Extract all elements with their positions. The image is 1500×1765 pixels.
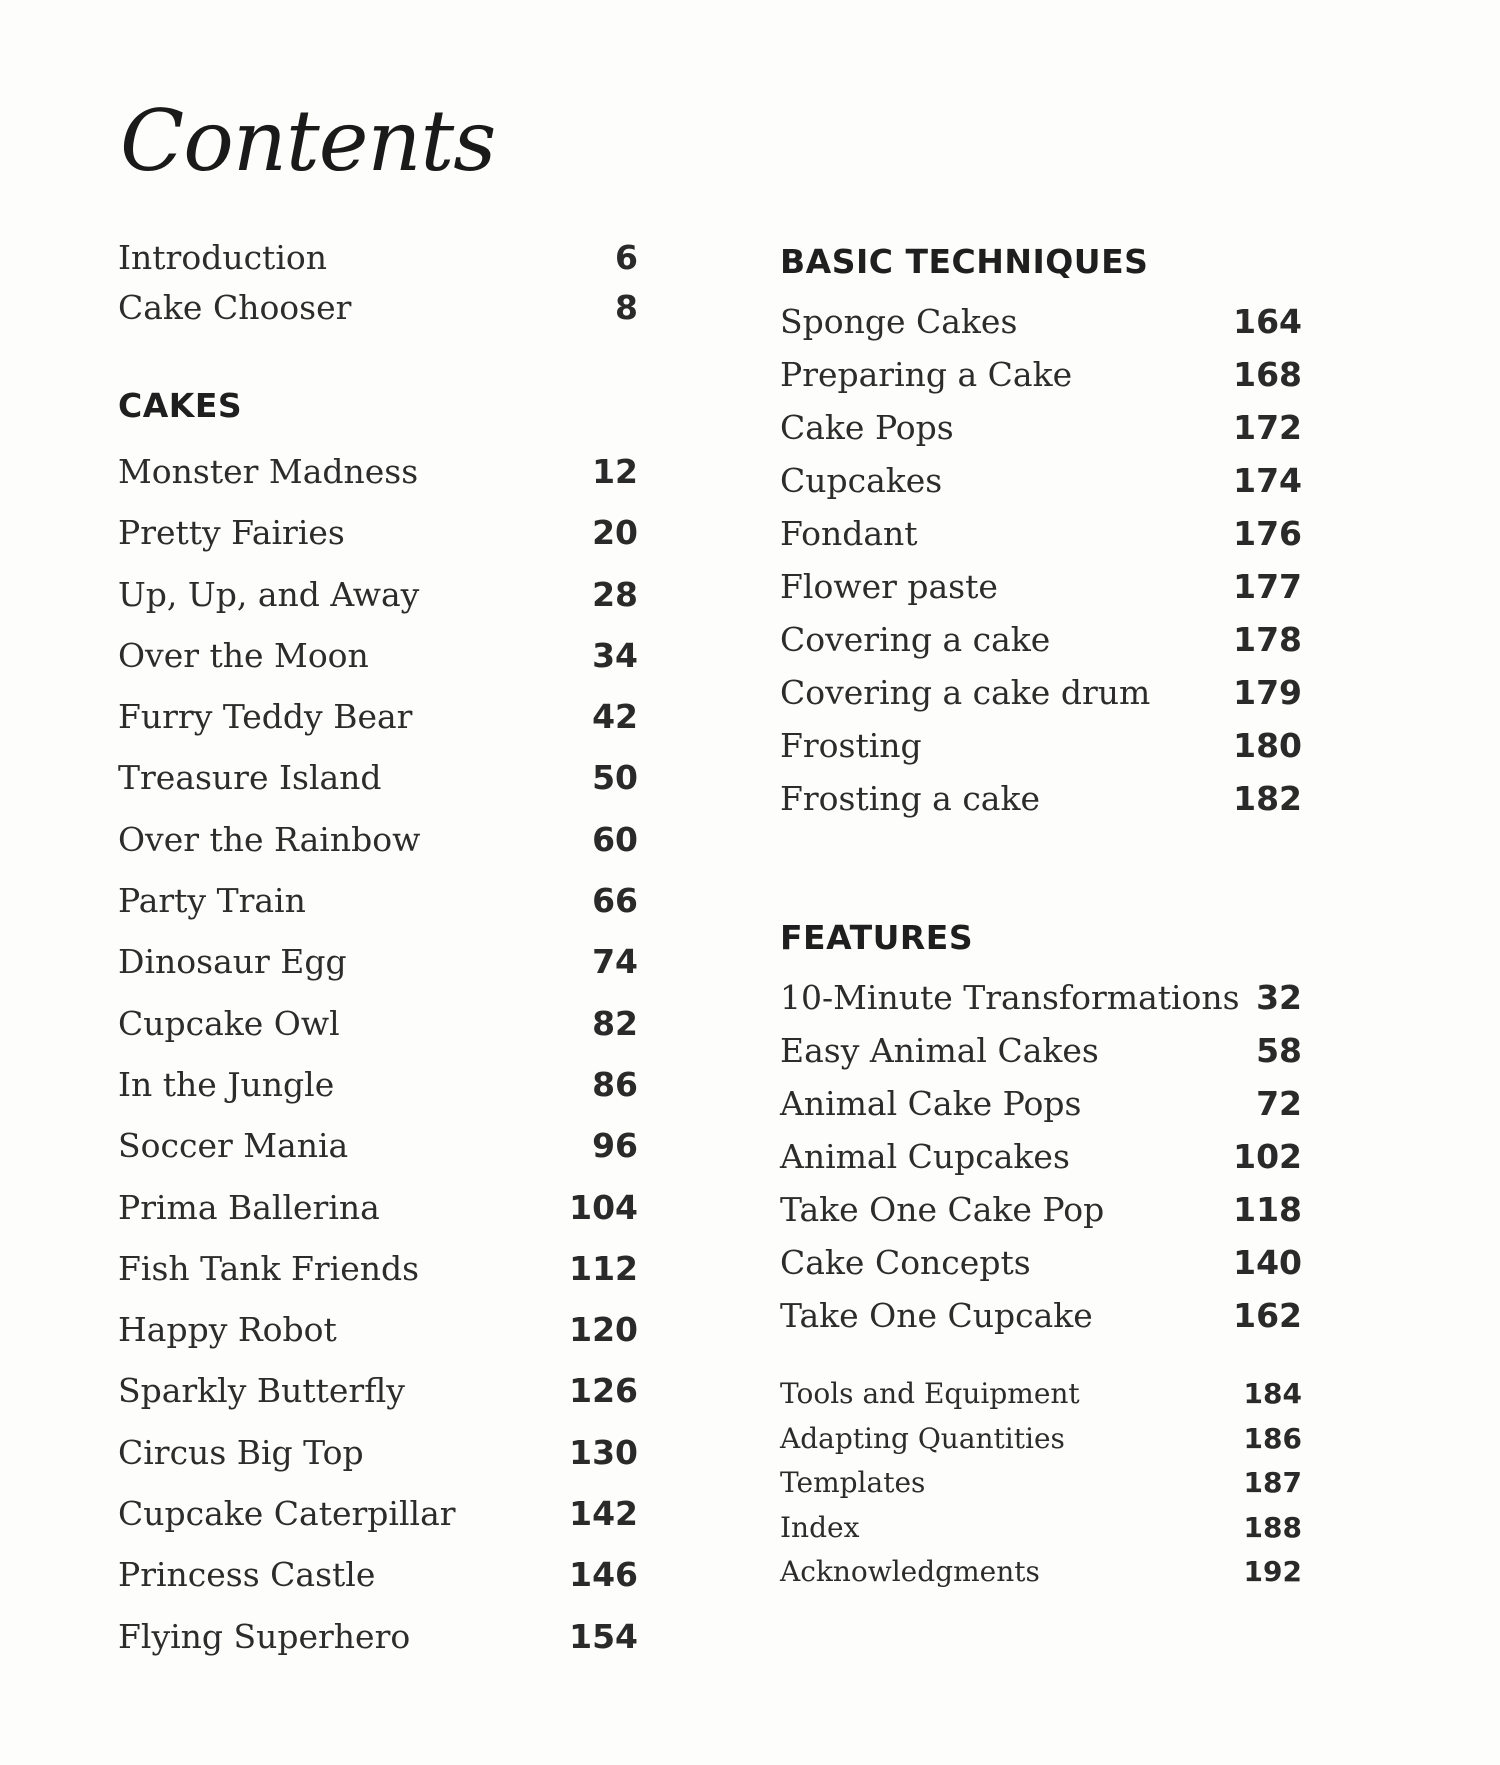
toc-entry-title: Cupcakes	[780, 461, 943, 500]
toc-entry[interactable]	[118, 288, 638, 338]
toc-entry[interactable]	[780, 567, 1302, 620]
toc-entry-page: 140	[1233, 1243, 1302, 1282]
toc-entry-page: 20	[592, 513, 638, 553]
toc-entry[interactable]	[118, 1433, 638, 1494]
toc-entry-title: Tools and Equipment	[780, 1377, 1080, 1410]
toc-entry[interactable]	[780, 1031, 1302, 1084]
toc-entry-title: Party Train	[118, 881, 306, 921]
toc-entry-page: 8	[615, 288, 638, 327]
toc-entry-page: 118	[1233, 1190, 1302, 1229]
toc-entry-title: Monster Madness	[118, 452, 419, 491]
toc-entry-page: 12	[592, 452, 638, 491]
toc-entry-page: 86	[592, 1064, 638, 1104]
toc-entry-title: Flying Superhero	[118, 1616, 411, 1656]
basic-techniques-list	[780, 302, 1302, 832]
toc-entry[interactable]	[780, 673, 1302, 726]
toc-entry-title: Covering a cake drum	[780, 673, 1151, 712]
toc-entry-title: Over the Rainbow	[118, 819, 421, 859]
toc-entry-page: 180	[1233, 726, 1302, 765]
toc-entry-page: 130	[569, 1432, 638, 1472]
toc-entry[interactable]	[118, 1494, 638, 1555]
toc-entry-title: Soccer Mania	[118, 1126, 349, 1166]
toc-entry[interactable]	[118, 1555, 638, 1616]
toc-entry-title: Animal Cupcakes	[780, 1137, 1070, 1176]
toc-entry[interactable]	[118, 575, 638, 636]
toc-entry[interactable]	[118, 238, 638, 288]
toc-entry[interactable]	[780, 1243, 1302, 1296]
toc-entry-title: Fondant	[780, 514, 918, 553]
toc-entry-title: Princess Castle	[118, 1555, 376, 1595]
toc-entry-title: Furry Teddy Bear	[118, 697, 413, 737]
cakes-list	[118, 452, 638, 1678]
toc-entry-page: 187	[1243, 1466, 1302, 1499]
toc-entry-title: Easy Animal Cakes	[780, 1031, 1099, 1070]
toc-entry-page: 50	[592, 758, 638, 798]
toc-entry-title: Circus Big Top	[118, 1432, 364, 1472]
toc-entry[interactable]	[118, 942, 638, 1003]
toc-entry-title: Over the Moon	[118, 635, 369, 675]
toc-entry-title: Index	[780, 1510, 860, 1544]
toc-entry-page: 174	[1233, 461, 1302, 500]
toc-entry-page: 178	[1233, 620, 1302, 659]
toc-entry-title: Take One Cupcake	[780, 1296, 1093, 1335]
intro-section	[118, 238, 638, 338]
toc-entry-page: 188	[1243, 1510, 1302, 1544]
toc-entry[interactable]	[780, 1137, 1302, 1190]
toc-entry-page: 186	[1243, 1421, 1302, 1455]
toc-entry-page: 74	[592, 942, 638, 982]
toc-entry[interactable]	[118, 758, 638, 819]
toc-entry-title: Acknowledgments	[780, 1555, 1040, 1588]
toc-entry-title: In the Jungle	[118, 1064, 335, 1104]
toc-entry-title: Take One Cake Pop	[780, 1190, 1105, 1229]
toc-entry[interactable]	[780, 408, 1302, 461]
toc-entry-page: 82	[592, 1003, 638, 1043]
toc-entry-page: 164	[1233, 302, 1302, 341]
toc-entry-title: Frosting	[780, 726, 922, 765]
toc-entry-page: 112	[569, 1248, 638, 1288]
toc-entry[interactable]	[780, 1296, 1302, 1349]
toc-entry-title: Sparkly Butterfly	[118, 1371, 405, 1411]
toc-entry[interactable]	[118, 452, 638, 513]
toc-entry-title: Treasure Island	[118, 758, 382, 798]
cakes-heading: CAKES	[118, 386, 243, 425]
toc-entry-page: 34	[592, 635, 638, 675]
toc-entry[interactable]	[118, 1249, 638, 1310]
toc-entry[interactable]	[118, 1188, 638, 1249]
toc-entry-title: Up, Up, and Away	[118, 574, 420, 614]
page-title: Contents	[120, 92, 496, 190]
toc-entry-page: 60	[592, 819, 638, 859]
toc-entry[interactable]	[780, 1377, 1302, 1422]
toc-entry[interactable]	[780, 1084, 1302, 1137]
toc-entry[interactable]	[780, 1422, 1302, 1467]
toc-entry[interactable]	[118, 513, 638, 574]
toc-entry-title: Sponge Cakes	[780, 302, 1018, 341]
toc-entry[interactable]	[780, 514, 1302, 567]
toc-entry-page: 96	[592, 1126, 638, 1166]
toc-entry[interactable]	[780, 1511, 1302, 1556]
toc-entry-page: 142	[569, 1494, 638, 1534]
toc-entry[interactable]	[118, 1310, 638, 1371]
toc-entry[interactable]	[118, 636, 638, 697]
toc-entry-page: 168	[1233, 355, 1302, 394]
toc-entry[interactable]	[780, 461, 1302, 514]
toc-entry[interactable]	[780, 1466, 1302, 1511]
toc-entry-page: 182	[1233, 779, 1302, 818]
toc-entry-page: 66	[592, 881, 638, 921]
toc-entry-title: Cake Pops	[780, 408, 954, 447]
toc-entry-title: Templates	[780, 1466, 926, 1499]
toc-entry-title: Dinosaur Egg	[118, 942, 347, 982]
toc-entry[interactable]	[118, 1126, 638, 1187]
toc-entry[interactable]	[780, 1190, 1302, 1243]
toc-entry-page: 176	[1233, 514, 1302, 553]
toc-entry-title: Fish Tank Friends	[118, 1248, 420, 1288]
toc-entry-page: 28	[592, 574, 638, 614]
toc-entry-page: 192	[1243, 1555, 1302, 1588]
toc-entry-page: 32	[1256, 978, 1302, 1017]
toc-entry[interactable]	[118, 881, 638, 942]
toc-entry-page: 104	[569, 1187, 638, 1227]
toc-entry-page: 6	[615, 238, 638, 277]
toc-entry[interactable]	[118, 1617, 638, 1678]
toc-entry-title: Flower paste	[780, 567, 998, 606]
toc-entry-page: 72	[1256, 1084, 1302, 1123]
toc-entry[interactable]	[780, 302, 1302, 355]
toc-entry-title: Cake Chooser	[118, 288, 352, 327]
back-matter-list	[780, 1377, 1302, 1600]
toc-entry-page: 58	[1256, 1031, 1302, 1070]
toc-entry[interactable]	[780, 978, 1302, 1031]
toc-entry[interactable]	[118, 1004, 638, 1065]
basic-techniques-heading: BASIC TECHNIQUES	[780, 242, 1149, 281]
toc-entry-page: 42	[592, 697, 638, 737]
toc-entry[interactable]	[780, 355, 1302, 408]
toc-entry-title: Pretty Fairies	[118, 513, 345, 553]
toc-entry-title: Cake Concepts	[780, 1243, 1031, 1282]
toc-entry[interactable]	[780, 1555, 1302, 1600]
toc-entry-page: 120	[569, 1310, 638, 1350]
toc-entry-page: 177	[1233, 567, 1302, 606]
toc-entry-title: Animal Cake Pops	[780, 1084, 1082, 1123]
toc-entry-page: 102	[1233, 1137, 1302, 1176]
toc-entry[interactable]	[780, 779, 1302, 832]
toc-entry-page: 146	[569, 1555, 638, 1595]
features-list	[780, 978, 1302, 1349]
toc-entry-title: Cupcake Owl	[118, 1003, 340, 1043]
toc-entry[interactable]	[118, 1065, 638, 1126]
toc-entry-title: Adapting Quantities	[780, 1421, 1065, 1455]
toc-entry-page: 179	[1233, 673, 1302, 712]
toc-entry-title: 10-Minute Transformations	[780, 978, 1240, 1017]
toc-entry-title: Frosting a cake	[780, 779, 1041, 818]
toc-entry-page: 162	[1233, 1296, 1302, 1335]
toc-entry-page: 154	[569, 1616, 638, 1656]
toc-entry[interactable]	[118, 697, 638, 758]
toc-entry[interactable]	[118, 820, 638, 881]
toc-entry-title: Covering a cake	[780, 620, 1051, 659]
toc-entry-title: Introduction	[118, 238, 327, 277]
toc-entry[interactable]	[780, 726, 1302, 779]
toc-entry[interactable]	[118, 1371, 638, 1432]
toc-entry-title: Cupcake Caterpillar	[118, 1494, 456, 1534]
toc-entry-title: Preparing a Cake	[780, 355, 1073, 394]
toc-entry-title: Prima Ballerina	[118, 1187, 380, 1227]
toc-entry-page: 172	[1233, 408, 1302, 447]
toc-entry-title: Happy Robot	[118, 1310, 337, 1350]
toc-entry[interactable]	[780, 620, 1302, 673]
features-heading: FEATURES	[780, 918, 974, 957]
toc-entry-page: 126	[569, 1371, 638, 1411]
toc-entry-page: 184	[1243, 1377, 1302, 1410]
